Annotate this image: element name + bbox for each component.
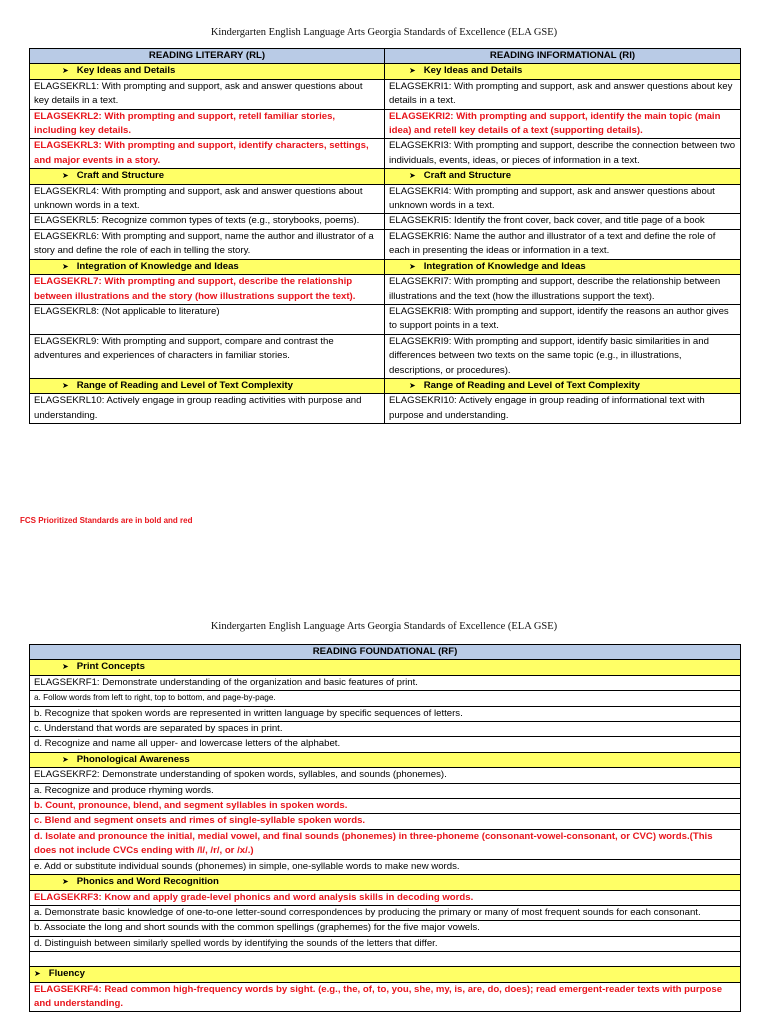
section-heading — [30, 752, 741, 767]
blank-cell — [30, 952, 741, 967]
table-row — [30, 184, 741, 214]
arrow-bullet-icon: ➤ — [62, 877, 69, 887]
standard-cell: b. Recognize that spoken words are represented in written language by specific sequences of letters. — [30, 706, 741, 721]
arrow-bullet-icon: ➤ — [62, 662, 69, 672]
table-row — [30, 675, 741, 690]
table-row — [30, 394, 741, 424]
standard-cell: ELAGSEKRL10: Actively engage in group reading activities with purpose and understanding. — [30, 394, 385, 424]
arrow-bullet-icon: ➤ — [409, 380, 416, 390]
standards-table-foundational — [29, 644, 741, 1012]
table-row — [30, 706, 741, 721]
standard-cell: ELAGSEKRI5: Identify the front cover, back cover, and title page of a book — [385, 214, 741, 229]
standard-cell: ELAGSEKRF4: Read common high-frequency words by sight. (e.g., the, of, to, you, she, my, is, are, do, does); read emergent-reader texts with purpose and understanding. — [30, 982, 741, 1012]
standard-cell: b. Count, pronounce, blend, and segment syllables in spoken words. — [30, 799, 741, 814]
standard-cell: ELAGSEKRI6: Name the author and illustrator of a text and define the role of each in presenting the ideas or information in a text. — [385, 229, 741, 259]
standards-table-literary-informational — [29, 48, 741, 424]
section-row — [30, 660, 741, 675]
section-row — [30, 967, 741, 982]
section-row — [30, 752, 741, 767]
arrow-bullet-icon: ➤ — [34, 969, 41, 979]
table-row — [30, 275, 741, 305]
standard-cell: ELAGSEKRI9: With prompting and support, identify basic similarities in and differences between two texts on the same topic (e.g., in illustrations, descriptions, or procedures). — [385, 334, 741, 378]
standard-cell: ELAGSEKRL3: With prompting and support, identify characters, settings, and major events in a story. — [30, 139, 385, 169]
table-row — [30, 859, 741, 874]
standard-cell: e. Add or substitute individual sounds (phonemes) in simple, one-syllable words to make new words. — [30, 859, 741, 874]
page-title: Kindergarten English Language Arts Georgia Standards of Excellence (ELA GSE) — [210, 27, 558, 38]
standard-cell: ELAGSEKRL1: With prompting and support, ask and answer questions about key details in a text. — [30, 79, 385, 109]
standard-cell: ELAGSEKRL5: Recognize common types of texts (e.g., storybooks, poems). — [30, 214, 385, 229]
arrow-bullet-icon: ➤ — [62, 261, 69, 271]
section-heading — [385, 64, 741, 79]
section-heading-text: Key Ideas and Details — [423, 65, 523, 77]
standard-cell: ELAGSEKRL6: With prompting and support, name the author and illustrator of a story and define the role of each in telling the story. — [30, 229, 385, 259]
table-row — [30, 799, 741, 814]
table-row — [30, 783, 741, 798]
section-heading — [30, 967, 741, 982]
standard-cell: d. Distinguish between similarly spelled words by identifying the sounds of the letters that differ. — [30, 936, 741, 951]
standard-cell: ELAGSEKRF3: Know and apply grade-level phonics and word analysis skills in decoding words. — [30, 890, 741, 905]
section-row — [30, 64, 741, 79]
arrow-bullet-icon: ➤ — [409, 171, 416, 181]
table-row — [30, 229, 741, 259]
table-row — [30, 905, 741, 920]
standard-cell: ELAGSEKRI10: Actively engage in group reading of informational text with purpose and understanding. — [385, 394, 741, 424]
standard-cell: a. Recognize and produce rhyming words. — [30, 783, 741, 798]
standard-cell: ELAGSEKRI7: With prompting and support, describe the relationship between illustrations and the text (how the illustrations support the text). — [385, 275, 741, 305]
section-heading — [30, 875, 741, 890]
standard-cell: ELAGSEKRL8: (Not applicable to literature) — [30, 304, 385, 334]
table-row — [30, 814, 741, 829]
table-row — [30, 691, 741, 706]
standard-cell: d. Isolate and pronounce the initial, medial vowel, and final sounds (phonemes) in three-phoneme (consonant-vowel-consonant, or CVC) words.(This does not include CVCs ending with /l/, /r/, or /x/.) — [30, 829, 741, 859]
section-heading-text: Craft and Structure — [76, 170, 165, 182]
table-row — [30, 921, 741, 936]
standard-cell: ELAGSEKRI2: With prompting and support, identify the main topic (main idea) and retell key details of a text (supporting details). — [385, 109, 741, 139]
standard-cell: ELAGSEKRF1: Demonstrate understanding of the organization and basic features of print. — [30, 675, 741, 690]
standard-cell: ELAGSEKRI3: With prompting and support, describe the connection between two individuals, events, ideas, or pieces of information in a text. — [385, 139, 741, 169]
table-row — [30, 334, 741, 378]
arrow-bullet-icon: ➤ — [409, 66, 416, 76]
table-row — [30, 890, 741, 905]
section-heading-text: Range of Reading and Level of Text Complexity — [76, 379, 293, 391]
table-row — [30, 109, 741, 139]
table-row — [30, 139, 741, 169]
section-row — [30, 875, 741, 890]
section-heading — [30, 169, 385, 184]
standard-cell: ELAGSEKRF2: Demonstrate understanding of spoken words, syllables, and sounds (phonemes). — [30, 768, 741, 783]
section-heading — [385, 259, 741, 274]
standard-cell: ELAGSEKRI1: With prompting and support, ask and answer questions about key details in a text. — [385, 79, 741, 109]
standard-cell: ELAGSEKRL7: With prompting and support, describe the relationship between illustrations and the story (how illustrations support the text). — [30, 275, 385, 305]
section-heading-text: Craft and Structure — [423, 170, 512, 182]
column-header-reading-literary: READING LITERARY (RL) — [30, 49, 385, 64]
table-row — [30, 79, 741, 109]
section-heading-text: Integration of Knowledge and Ideas — [423, 260, 586, 272]
column-header-reading-informational: READING INFORMATIONAL (RI) — [385, 49, 741, 64]
table-row — [30, 829, 741, 859]
standard-cell: b. Associate the long and short sounds with the common spellings (graphemes) for the five major vowels. — [30, 921, 741, 936]
section-heading-text: Print Concepts — [76, 661, 145, 673]
section-heading — [30, 259, 385, 274]
table-row — [30, 722, 741, 737]
column-header-reading-foundational: READING FOUNDATIONAL (RF) — [30, 645, 741, 660]
table-row — [30, 982, 741, 1012]
arrow-bullet-icon: ➤ — [409, 261, 416, 271]
standard-cell: d. Recognize and name all upper- and lowercase letters of the alphabet. — [30, 737, 741, 752]
section-heading-text: Fluency — [48, 968, 85, 980]
section-heading-text: Key Ideas and Details — [76, 65, 176, 77]
arrow-bullet-icon: ➤ — [62, 754, 69, 764]
arrow-bullet-icon: ➤ — [62, 171, 69, 181]
standard-cell: ELAGSEKRL2: With prompting and support, retell familiar stories, including key details. — [30, 109, 385, 139]
section-heading-text: Phonological Awareness — [76, 753, 190, 765]
section-heading — [30, 660, 741, 675]
prioritized-standards-note: FCS Prioritized Standards are in bold and red — [20, 516, 193, 525]
section-heading — [30, 378, 385, 393]
section-heading-text: Integration of Knowledge and Ideas — [76, 260, 239, 272]
standard-cell: ELAGSEKRL4: With prompting and support, ask and answer questions about unknown words in a text. — [30, 184, 385, 214]
section-heading-text: Phonics and Word Recognition — [76, 876, 219, 888]
arrow-bullet-icon: ➤ — [62, 66, 69, 76]
blank-row — [30, 952, 741, 967]
standard-cell: ELAGSEKRI8: With prompting and support, identify the reasons an author gives to support points in a text. — [385, 304, 741, 334]
arrow-bullet-icon: ➤ — [62, 380, 69, 390]
section-heading-text: Range of Reading and Level of Text Complexity — [423, 379, 640, 391]
standard-cell: a. Demonstrate basic knowledge of one-to-one letter-sound correspondences by producing the primary or many of most frequent sounds for each consonant. — [30, 905, 741, 920]
section-row — [30, 259, 741, 274]
section-heading — [30, 64, 385, 79]
section-heading — [385, 378, 741, 393]
table-row — [30, 936, 741, 951]
table-row — [30, 768, 741, 783]
table-row — [30, 304, 741, 334]
section-row — [30, 378, 741, 393]
table-row — [30, 737, 741, 752]
standard-cell: c. Blend and segment onsets and rimes of single-syllable spoken words. — [30, 814, 741, 829]
standard-cell: c. Understand that words are separated by spaces in print. — [30, 722, 741, 737]
standard-cell: ELAGSEKRI4: With prompting and support, ask and answer questions about unknown words in a text. — [385, 184, 741, 214]
standard-cell: a. Follow words from left to right, top to bottom, and page-by-page. — [30, 691, 741, 706]
section-heading — [385, 169, 741, 184]
standard-cell: ELAGSEKRL9: With prompting and support, compare and contrast the adventures and experiences of characters in familiar stories. — [30, 334, 385, 378]
table-row — [30, 214, 741, 229]
section-row — [30, 169, 741, 184]
page-title: Kindergarten English Language Arts Georgia Standards of Excellence (ELA GSE) — [210, 621, 558, 632]
